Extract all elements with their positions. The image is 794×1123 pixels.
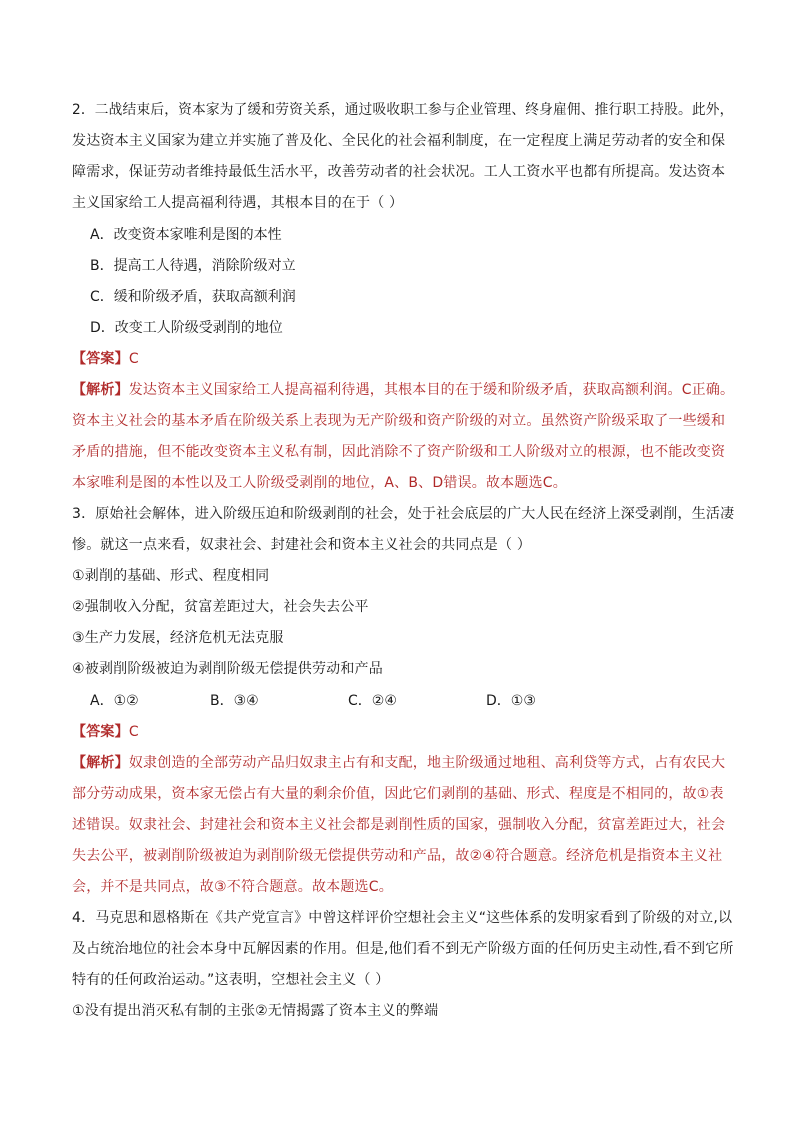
analysis-text: 发达资本主义国家给工人提高福利待遇，其根本目的在于缓和阶级矛盾，获取高额利润。C正确。	[128, 382, 735, 398]
q4-stem-line: 4．马克思和恩格斯在《共产党宣言》中曾这样评价空想社会主义“这些体系的发明家看到了阶级的对立,以	[72, 910, 733, 926]
q3-analysis-line	[72, 754, 725, 772]
q2-analysis-line: 矛盾的措施，但不能改变资本主义私有制，因此消除不了资产阶级和工人阶级对立的根源，也不能改变资	[72, 444, 726, 460]
q3-answer	[72, 723, 139, 741]
q3-analysis-line: 述错误。奴隶社会、封建社会和资本主义社会都是剥削性质的国家，强制收入分配，贫富差距过大，社会	[72, 817, 726, 833]
q3-analysis-line: 部分劳动成果，资本家无偿占有大量的剩余价值，因此它们剥削的基础、形式、程度是不相同的，故①表	[72, 786, 724, 802]
analysis-tag: 【解析】	[72, 755, 129, 771]
q2-analysis-line	[72, 381, 734, 399]
q3-option-c: C．②④	[348, 693, 397, 709]
q2-option-a: A．改变资本家唯利是图的本性	[90, 227, 282, 243]
q3-item: ①剥削的基础、形式、程度相同	[72, 568, 270, 584]
q3-option-d: D．①③	[486, 693, 536, 709]
answer-tag: 【答案】	[72, 351, 129, 367]
q4-stem-line: 特有的任何政治运动。”这表明，空想社会主义（ ）	[72, 972, 390, 988]
q3-item: ③生产力发展，经济危机无法克服	[72, 630, 284, 646]
q3-analysis-line: 会，并不是共同点，故③不符合题意。故本题选C。	[72, 879, 393, 895]
q3-option-b: B．③④	[210, 693, 259, 709]
answer-tag: 【答案】	[72, 724, 129, 740]
q3-item: ④被剥削阶级被迫为剥削阶级无偿提供劳动和产品	[72, 661, 383, 677]
q3-item: ②强制收入分配，贫富差距过大，社会失去公平	[72, 599, 369, 615]
q2-stem-line: 2．二战结束后，资本家为了缓和劳资关系，通过吸收职工参与企业管理、终身雇佣、推行职工持股。此外，	[72, 102, 734, 118]
q2-analysis-line: 本家唯利是图的本性以及工人阶级受剥削的地位，A、B、D错误。故本题选C。	[72, 475, 567, 491]
q2-stem-line: 障需求，保证劳动者维持最低生活水平，改善劳动者的社会状况。工人工资水平也都有所提高。发达资本	[72, 164, 726, 180]
q4-stem-line: 及占统治地位的社会本身中瓦解因素的作用。但是,他们看不到无产阶级方面的任何历史主动性,看不到它所	[72, 941, 734, 957]
q2-analysis-line: 资本主义社会的基本矛盾在阶级关系上表现为无产阶级和资产阶级的对立。虽然资产阶级采取了一些缓和	[72, 413, 726, 429]
q4-item: ①没有提出消灭私有制的主张②无情揭露了资本主义的弊端	[72, 1003, 439, 1019]
analysis-text: 奴隶创造的全部劳动产品归奴隶主占有和支配，地主阶级通过地租、高利贷等方式，占有农民大	[128, 755, 726, 771]
answer-value: C	[128, 724, 139, 740]
q3-analysis-line: 失去公平，被剥削阶级被迫为剥削阶级无偿提供劳动和产品，故②④符合题意。经济危机是指资本主义社	[72, 848, 723, 864]
q2-stem-line: 发达资本主义国家为建立并实施了普及化、全民化的社会福利制度，在一定程度上满足劳动者的安全和保	[72, 133, 726, 149]
q2-answer	[72, 350, 139, 368]
analysis-tag: 【解析】	[72, 382, 129, 398]
q2-option-d: D．改变工人阶级受剥削的地位	[90, 320, 283, 336]
answer-value: C	[128, 351, 139, 367]
q3-stem-line: 惨。就这一点来看，奴隶社会、封建社会和资本主义社会的共同点是（ ）	[72, 537, 532, 553]
q2-option-c: C．缓和阶级矛盾，获取高额利润	[90, 289, 296, 305]
q2-option-b: B．提高工人待遇，消除阶级对立	[90, 258, 296, 274]
q2-stem-line: 主义国家给工人提高福利待遇，其根本目的在于（ ）	[72, 195, 404, 211]
q3-stem-line: 3．原始社会解体，进入阶级压迫和阶级剥削的社会，处于社会底层的广大人民在经济上深受剥削，生活凄	[72, 506, 735, 522]
q3-option-a: A．①②	[90, 693, 139, 709]
